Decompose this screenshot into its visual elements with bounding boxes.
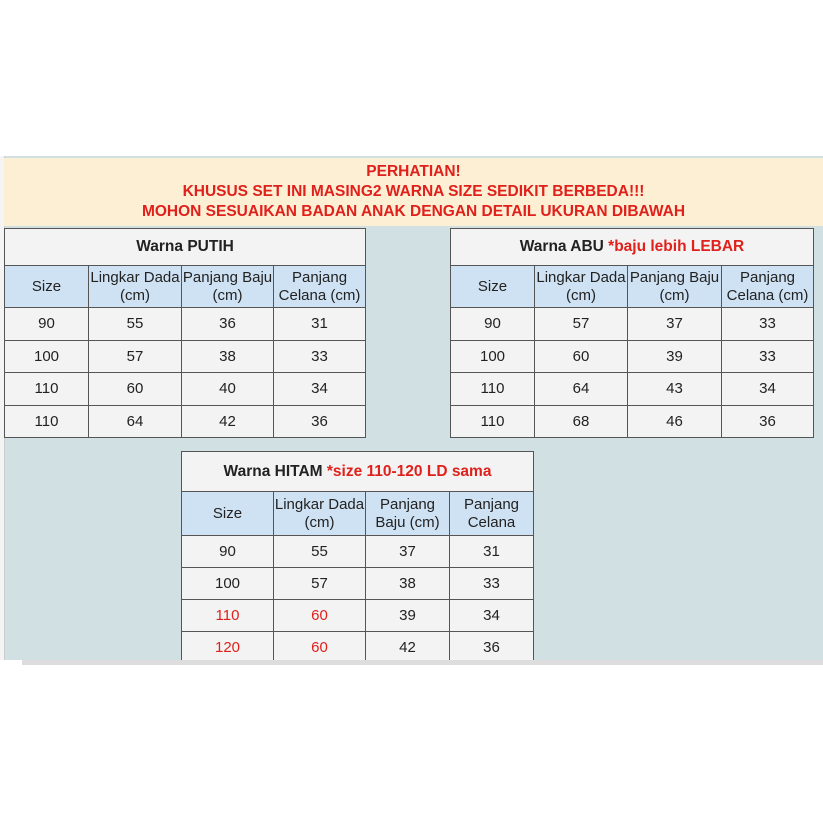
column-header: Lingkar Dada (cm) [89,266,182,308]
table-cell[interactable]: 110 [5,373,89,406]
table-cell[interactable]: 55 [89,308,182,341]
title-note: *baju lebih LEBAR [608,238,745,255]
size-table-hitam [181,451,534,664]
title-text: Warna PUTIH [136,238,234,255]
table-row [182,536,534,568]
size-table-putih [4,228,366,438]
table-cell[interactable]: 31 [450,536,534,568]
table-cell[interactable]: 60 [89,373,182,406]
table-cell[interactable]: 57 [89,340,182,373]
column-header: Size [182,492,274,536]
table-row [5,340,366,373]
table-cell[interactable]: 100 [182,568,274,600]
table-cell[interactable]: 42 [366,632,450,664]
table-cell[interactable]: 60 [274,632,366,664]
table-cell[interactable]: 36 [450,632,534,664]
table-row [182,632,534,664]
title-text: Warna ABU [519,238,604,255]
table-cell[interactable]: 33 [722,308,814,341]
table-cell[interactable]: 90 [182,536,274,568]
table-cell[interactable]: 43 [628,373,722,406]
column-header: Panjang Baju (cm) [366,492,450,536]
table-cell[interactable]: 34 [274,373,366,406]
table-row [5,373,366,406]
table-cell[interactable]: 33 [450,568,534,600]
column-header: Panjang Celana [450,492,534,536]
table-cell[interactable]: 110 [451,405,535,438]
table-cell[interactable]: 40 [182,373,274,406]
table-cell[interactable]: 57 [535,308,628,341]
table-cell[interactable]: 110 [451,373,535,406]
table-cell[interactable]: 36 [274,405,366,438]
banner-line: MOHON SESUAIKAN BADAN ANAK DENGAN DETAIL UKURAN DIBAWAH [141,203,686,220]
table-row [182,568,534,600]
column-header: Panjang Celana (cm) [274,266,366,308]
column-header: Lingkar Dada (cm) [274,492,366,536]
table-cell[interactable]: 110 [5,405,89,438]
table-cell[interactable]: 33 [722,340,814,373]
table-title [451,229,814,266]
table-cell[interactable]: 120 [182,632,274,664]
column-header: Panjang Baju (cm) [182,266,274,308]
table-cell[interactable]: 31 [274,308,366,341]
table-cell[interactable]: 100 [451,340,535,373]
table-cell[interactable]: 90 [451,308,535,341]
title-text: Warna HITAM [223,462,323,480]
horizontal-scrollbar[interactable] [22,660,823,665]
table-cell[interactable]: 68 [535,405,628,438]
table-title [182,452,534,492]
table-row [451,308,814,341]
title-note: *size 110-120 LD sama [326,462,492,480]
table-row [5,405,366,438]
table-title [5,229,366,266]
table-cell[interactable]: 64 [535,373,628,406]
table-cell[interactable]: 42 [182,405,274,438]
table-cell[interactable]: 46 [628,405,722,438]
warning-banner [4,158,823,226]
table-cell[interactable]: 39 [628,340,722,373]
table-cell[interactable]: 100 [5,340,89,373]
table-cell[interactable]: 55 [274,536,366,568]
table-cell[interactable]: 37 [366,536,450,568]
table-row [451,340,814,373]
table-row [5,308,366,341]
table-row [451,373,814,406]
table-cell[interactable]: 90 [5,308,89,341]
column-header: Lingkar Dada (cm) [535,266,628,308]
table-cell[interactable]: 57 [274,568,366,600]
table-cell[interactable]: 60 [535,340,628,373]
table-cell[interactable]: 36 [722,405,814,438]
table-cell[interactable]: 38 [182,340,274,373]
table-cell[interactable]: 38 [366,568,450,600]
size-table-abu [450,228,814,438]
table-cell[interactable]: 37 [628,308,722,341]
banner-line: KHUSUS SET INI MASING2 WARNA SIZE SEDIKIT BERBEDA!!! [182,183,645,200]
table-cell[interactable]: 34 [722,373,814,406]
table-cell[interactable]: 36 [182,308,274,341]
column-header: Panjang Baju (cm) [628,266,722,308]
table-row [182,600,534,632]
column-header: Size [5,266,89,308]
table-cell[interactable]: 60 [274,600,366,632]
table-row [451,405,814,438]
table-cell[interactable]: 110 [182,600,274,632]
table-cell[interactable]: 39 [366,600,450,632]
column-header: Panjang Celana (cm) [722,266,814,308]
column-header: Size [451,266,535,308]
banner-line: PERHATIAN! [366,163,461,180]
table-cell[interactable]: 33 [274,340,366,373]
table-cell[interactable]: 34 [450,600,534,632]
table-cell[interactable]: 64 [89,405,182,438]
